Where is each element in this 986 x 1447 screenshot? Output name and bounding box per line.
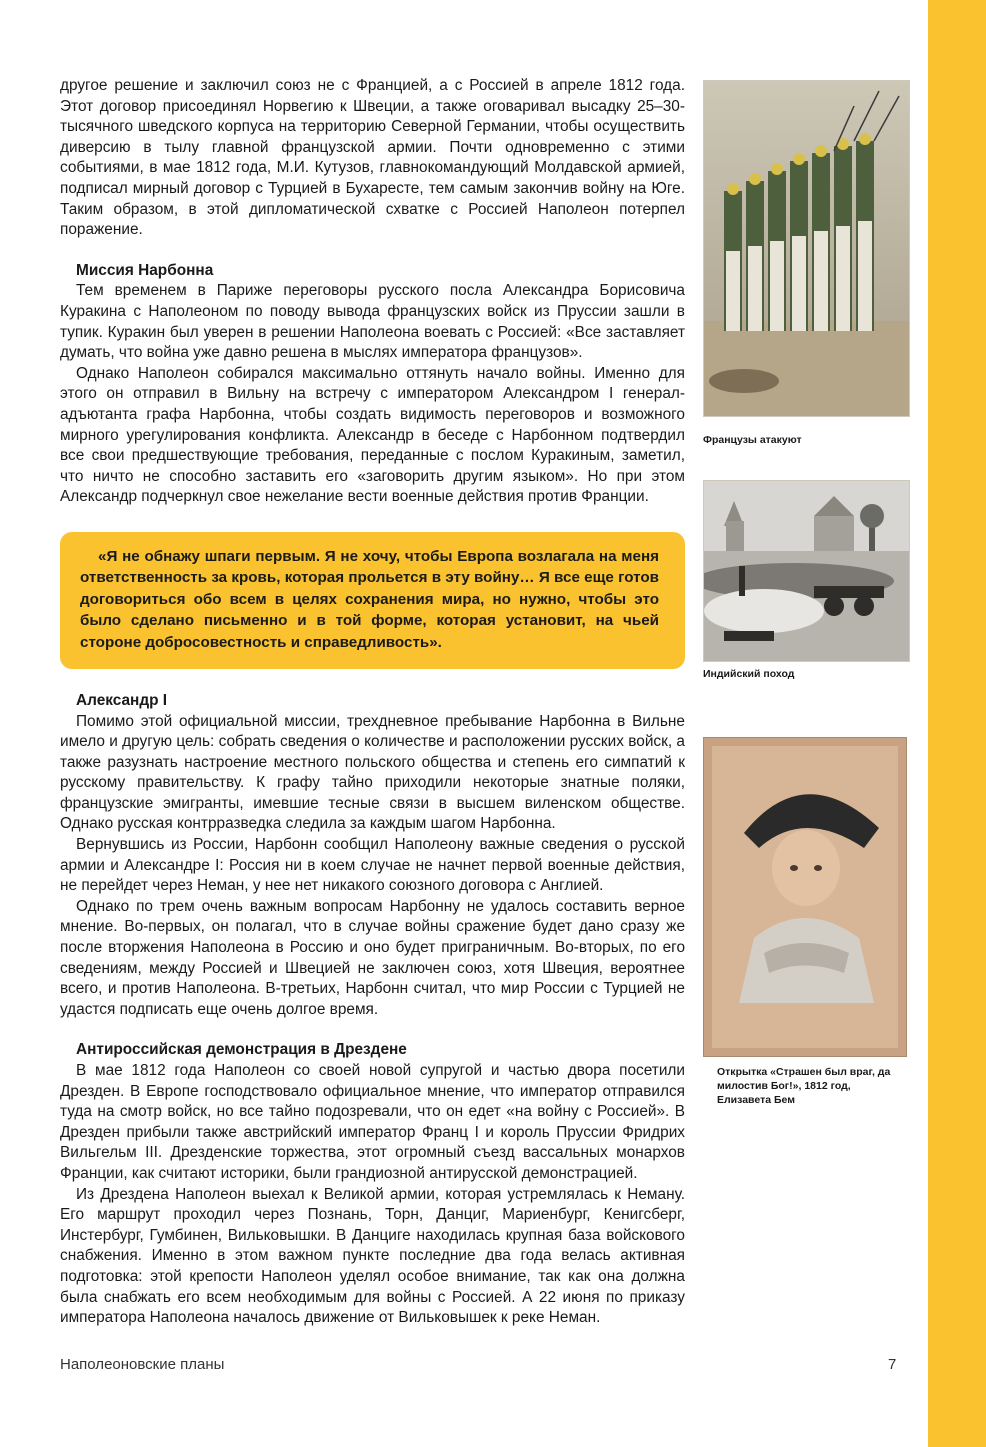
page-number: 7 [888,1356,897,1373]
paragraph: Тем временем в Париже переговоры русского посла Александра Борисовича Куракина с Наполеоном по поводу вывода французских войск из Пруссии зашли в тупик. Куракин был уверен в решении Наполеона воевать с Россией: «Все заставляет думать, что война уже давно решена в мыслях императора французов». [60,282,685,362]
paragraph: Помимо этой официальной миссии, трехдневное пребывание Нарбонна в Вильне имело и другую цель: собрать сведения о количестве и расположении русских войск, а также разузнать настроение местного польского общества и степень его симпатий к русскому правительству. К графу тайно приходили некоторые знатные поляки, французские эмигранты, имевшие тесные связи в высшем виленском обществе. Однако русская контрразведка следила за каждым шагом Нарбонна. [60,712,685,833]
paragraph: Вернувшись из России, Нарбонн сообщил Наполеону важные сведения о русской армии и Александре I: Россия ни в коем случае не начнет первой военные действия, не перейдет через Неман, у нее нет никакого союзного договора с Англией. [60,836,685,895]
yellow-side-band [928,0,986,1447]
paragraph: В мае 1812 года Наполеон со своей новой супругой и частью двора посетили Дрезден. В Европе господствовало официальное мнение, что император отправился туда на смотр войск, но все тайно подозревали, что он едет «на войну с Россией». В Дрезден прибыли также австрийский император Франц I и король Пруссии Фридрих Вильгельм III. Дрезденские торжества, этот огромный съезд вассальных монархов Франции, как считают историки, были грандиозной антирусской демонстрацией. [60,1062,685,1182]
paragraph: Однако Наполеон собирался максимально оттянуть начало войны. Именно для этого он отправил в Вильну на встречу с императором Александром I генерал-адъютанта графа Нарбонна, чтобы создать видимость переговоров и возможного мирного урегулирования конфликта. Александр в беседе с Нарбонном подтвердил все свои предшествующие требования, переданные с послом Куракиным, заметил, что ничто не способно заставить его «заговорить другим языком». Но при этом Александр подчеркнул свое нежелание вести военные действия против Франции. [60,364,685,506]
footer-section-title: Наполеоновские планы [60,1356,225,1373]
section-heading-alexander: Александр I [76,691,168,709]
boy-portrait-postcard-icon [704,738,906,1056]
section-heading-dresden: Антироссийская демонстрация в Дрездене [76,1041,407,1059]
soldiers-painting-image [703,80,910,417]
quote-text: «Я не обнажу шпаги первым. Я не хочу, чтобы Европа возлагала на меня ответственность за кровь, которая прольется в эту войну… Я все еще готов договориться обо всем в целях сохранения мира, но нужно, чтобы это было сделано письменно и в той форме, которая установит, на чьей стороне добросовестность и справедливость». [80,547,659,651]
soldiers-painting-icon [704,81,909,416]
figure-caption: Индийский поход [703,668,795,680]
figure-caption: Французы атакуют [703,434,802,446]
postcard-portrait-image [703,737,907,1057]
intro-paragraph: другое решение и заключил союз не с Францией, а с Россией в апреле 1812 года. Этот договор присоединял Норвегию к Швеции, а также оговаривал высадку 25–30-тысячного шведского корпуса на территорию Северной Германии, чтобы осуществить диверсию в тылу главной французской армии. Почти одновременно с этими событиями, в мае 1812 года, М.И. Кутузов, главнокомандующий Молдавской армией, подписал мирный договор с Турцией в Бухаресте, тем самым закончив войну на Юге. Таким образом, в этой дипломатической схватке с Россией Наполеон потерпел поражение. [60,77,685,239]
battle-engraving-image [703,480,910,662]
quote-box [60,532,685,669]
figure-caption: Открытка «Страшен был враг, да милостив Бог!», 1812 год, Елизавета Бем [717,1066,891,1106]
battle-engraving-icon [704,481,909,661]
paragraph: Из Дрездена Наполеон выехал к Великой армии, которая устремлялась к Неману. Его маршрут проходил через Познань, Торн, Данциг, Мариенбург, Кенигсберг, Инстербург, Гумбинен, Вильковышки. В Данциге находилась крупная база войскового снабжения. Именно в этом важном пункте последние два года велась активная подготовка: этой крепости Наполеон уделял особое внимание, так как она должна была снабжать его всем необходимым для войны с Россией. А 22 июня по приказу императора Наполеона началось движение от Вильковышек к реке Неман. [60,1185,685,1327]
section-heading-narbonne: Миссия Нарбонна [76,261,214,279]
paragraph: Однако по трем очень важным вопросам Нарбонну не удалось составить верное мнение. Во-первых, он полагал, что в случае войны сражение будет дано сразу же после вторжения Наполеона в Россию и оно будет приграничным. Во-вторых, по его сведениям, между Россией и Швецией не заключен союз, хотя Швеция, вероятнее всего, и против Наполеона. В-третьих, Нарбонн считал, что мир России с Турцией не удастся подписать еще очень долгое время. [60,897,685,1018]
main-text-column [60,76,685,1329]
